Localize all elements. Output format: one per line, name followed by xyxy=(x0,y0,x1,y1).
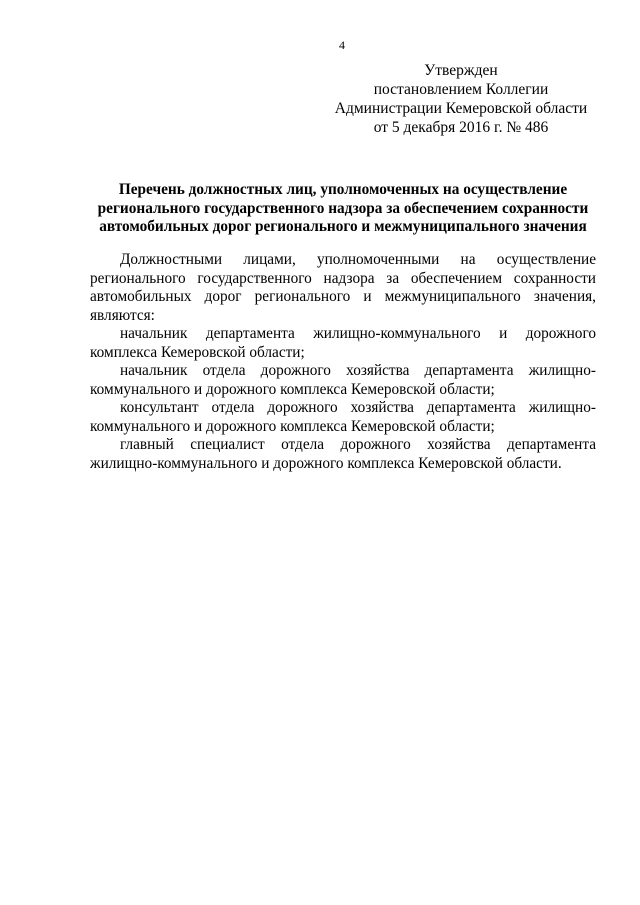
official-item: начальник департамента жилищно-коммунального и дорожного комплекса Кемеровской области; xyxy=(90,325,596,361)
official-item: консультант отдела дорожного хозяйства департамента жилищно-коммунального и дорожного комплекса Кемеровской области; xyxy=(90,399,596,435)
official-item: главный специалист отдела дорожного хозяйства департамента жилищно-коммунального и дорожного комплекса Кемеровской области. xyxy=(90,436,596,472)
title-line: регионального государственного надзора за обеспечением сохранности xyxy=(97,199,589,217)
title-line: Перечень должностных лиц, уполномоченных на осуществление xyxy=(118,181,568,198)
title-line: автомобильных дорог регионального и межмуниципального значения xyxy=(99,218,587,235)
intro-paragraph: Должностными лицами, уполномоченными на осуществление регионального государственного надзора за обеспечением сохранности автомобильных дорог регионального и межмуниципального значения, являются: xyxy=(90,251,596,324)
document-body xyxy=(90,251,596,473)
approval-line: от 5 декабря 2016 г. № 486 xyxy=(373,119,549,136)
document-title xyxy=(90,181,596,237)
page-number: 4 xyxy=(339,38,345,52)
approval-line: Утвержден xyxy=(424,62,498,79)
official-item: начальник отдела дорожного хозяйства департамента жилищно-коммунального и дорожного комплекса Кемеровской области; xyxy=(90,362,596,398)
approval-stamp xyxy=(330,61,592,137)
approval-line: Администрации Кемеровской области xyxy=(334,100,588,117)
approval-line: постановлением Коллегии xyxy=(373,81,549,98)
